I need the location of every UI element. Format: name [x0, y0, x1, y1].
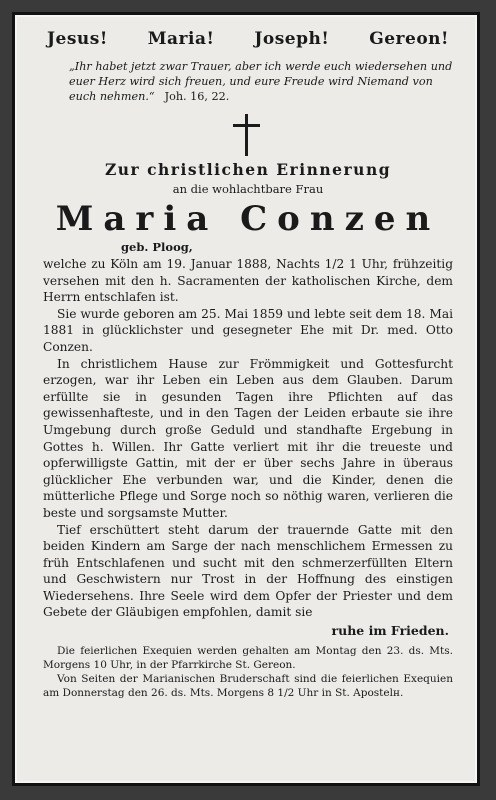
invocation-joseph: Joseph!	[254, 29, 330, 49]
maiden-name: geb. Ploog,	[121, 240, 193, 254]
obituary-text	[43, 256, 453, 621]
quote-reference: Joh. 16, 22.	[164, 90, 230, 103]
paragraph-mourning: Tief erschüttert steht darum der trauernde Gatte mit den beiden Kindern am Sarge der nach menschlichem Ermessen zu früh Entschlafenen und sucht mit den schmerzerfüllten Eltern und Geschwistern nur Trost in der Hoffnung des einstigen Wiedersehens. Ihre Seele wird dem Opfer der Priester und dem Gebete der Gläubigen empfohlen, damit sie	[43, 522, 453, 620]
exequies-notice	[43, 644, 453, 700]
notice-apostelн: Von Seiten der Marianischen Bruderschaft sind die feierlichen Exequien am Donnerstag den 26. ds. Mts. Morgens 8 1/2 Uhr in St. Apostelн.	[43, 673, 453, 700]
notice-gereon: Die feierlichen Exequien werden gehalten am Montag den 23. ds. Mts. Morgens 10 Uhr, in der Pfarrkirche St. Gereon.	[43, 645, 453, 672]
closing-line: ruhe im Frieden.	[331, 623, 449, 639]
quote-text: „Ihr habet jetzt zwar Trauer, aber ich werde euch wiedersehen und euer Herz wird sich freuen, und eure Freude wird Niemand von euch nehmen.“	[69, 60, 453, 103]
memorial-heading: Zur christlichen Erinnerung	[104, 160, 392, 179]
invocation-gereon: Gereon!	[369, 29, 449, 49]
memorial-subheading: an die wohlachtbare Frau	[172, 182, 324, 196]
deceased-name: Maria Conzen	[55, 199, 441, 239]
paragraph-life: In christlichem Hause zur Frömmigkeit und Gottesfurcht erzogen, war ihr Leben ein Leben aus dem Glauben. Darum erfüllte sie in gesunden Tagen ihre Pflichten auf das gewissenhafteste, und in den Tagen der Leiden erbaute sie ihre Umgebung durch große Geduld und standhafte Ergebung in Gottes h. Willen. Ihr Gatte verliert mit ihr die treueste und opferwilligste Gattin, mit der er über sechs Jahre in überaus glücklicher Ehe verbunden war, und die Kinder, denen die mütterliche Pflege und Sorge noch so nöthig waren, verlieren die beste und sorgsamste Mutter.	[43, 356, 453, 520]
card-content	[43, 29, 453, 700]
cross-icon	[43, 114, 453, 158]
memorial-card	[12, 12, 480, 786]
bible-quote	[69, 59, 453, 104]
paragraph-birth-marriage: Sie wurde geboren am 25. Mai 1859 und lebte seit dem 18. Mai 1881 in glücklichster und gesegneter Ehe mit Dr. med. Otto Conzen.	[43, 306, 453, 354]
invocation-maria: Maria!	[147, 29, 215, 49]
invocation-line	[43, 29, 453, 49]
invocation-jesus: Jesus!	[47, 29, 108, 49]
paragraph-death: welche zu Köln am 19. Januar 1888, Nachts 1/2 1 Uhr, frühzeitig versehen mit den h. Sacramenten der katholischen Kirche, dem Herrn entschlafen ist.	[43, 257, 453, 305]
